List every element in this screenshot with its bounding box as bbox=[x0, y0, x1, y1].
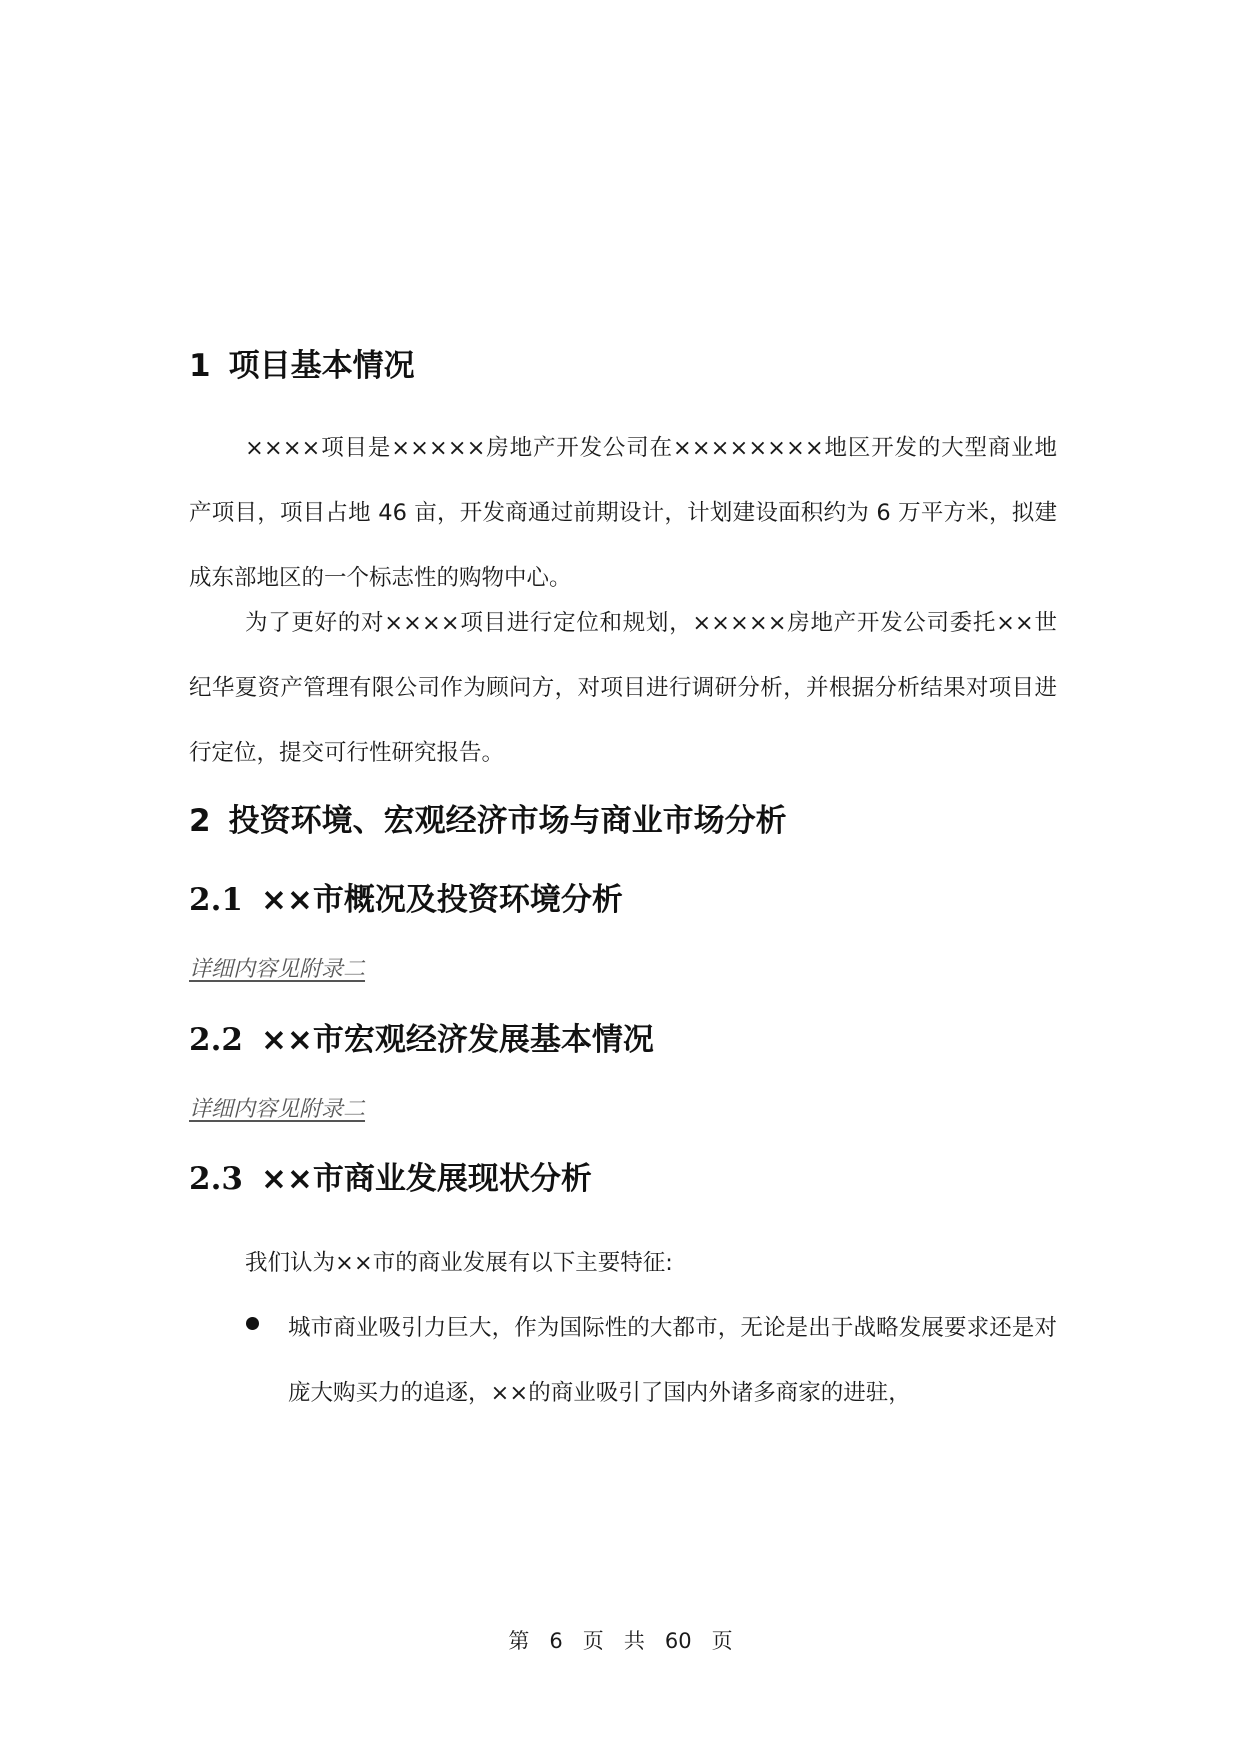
section-2-2-title: ××市宏观经济发展基本情况 bbox=[260, 1022, 654, 1058]
section-2-number: 2 bbox=[189, 803, 211, 839]
section-2-3-intro: 我们认为××市的商业发展有以下主要特征: bbox=[245, 1250, 673, 1276]
section-2-2-heading bbox=[189, 1020, 654, 1060]
page-footer: 第 6 页 共 60 页 bbox=[508, 1629, 733, 1653]
bullet-text: 城市商业吸引力巨大，作为国际性的大都市，无论是出于战略发展要求还是对庞大购买力的追逐，××的商业吸引了国内外诸多商家的进驻， bbox=[288, 1315, 1057, 1406]
section-1-title: 项目基本情况 bbox=[228, 348, 415, 384]
appendix-link-2-2[interactable]: 详细内容见附录二 bbox=[189, 1097, 366, 1122]
section-2-3-title: ××市商业发展现状分析 bbox=[260, 1161, 592, 1197]
appendix-link-2-1[interactable]: 详细内容见附录二 bbox=[189, 957, 366, 982]
section-2-3-heading bbox=[189, 1159, 592, 1199]
bullet-dot-icon bbox=[246, 1317, 259, 1330]
section-1-number: 1 bbox=[189, 348, 211, 384]
section-1-heading bbox=[189, 346, 415, 386]
section-2-1-title: ××市概况及投资环境分析 bbox=[260, 882, 623, 918]
section-2-3-number: 2.3 bbox=[189, 1161, 243, 1197]
section-1-paragraph-2: 为了更好的对××××项目进行定位和规划，×××××房地产开发公司委托××世纪华夏资产管理有限公司作为顾问方，对项目进行调研分析，并根据分析结果对项目进行定位，提交可行性研究报告。 bbox=[189, 610, 1057, 766]
section-2-title: 投资环境、宏观经济市场与商业市场分析 bbox=[228, 803, 787, 839]
section-2-1-number: 2.1 bbox=[189, 882, 243, 918]
section-1-paragraph-1: ××××项目是×××××房地产开发公司在××××××××地区开发的大型商业地产项目，项目占地 46 亩，开发商通过前期设计，计划建设面积约为 6 万平方米，拟建成东部地区的一个标志性的购物中心。 bbox=[189, 435, 1057, 591]
section-2-heading bbox=[189, 801, 787, 841]
section-2-1-heading bbox=[189, 880, 623, 920]
section-2-2-number: 2.2 bbox=[189, 1022, 243, 1058]
